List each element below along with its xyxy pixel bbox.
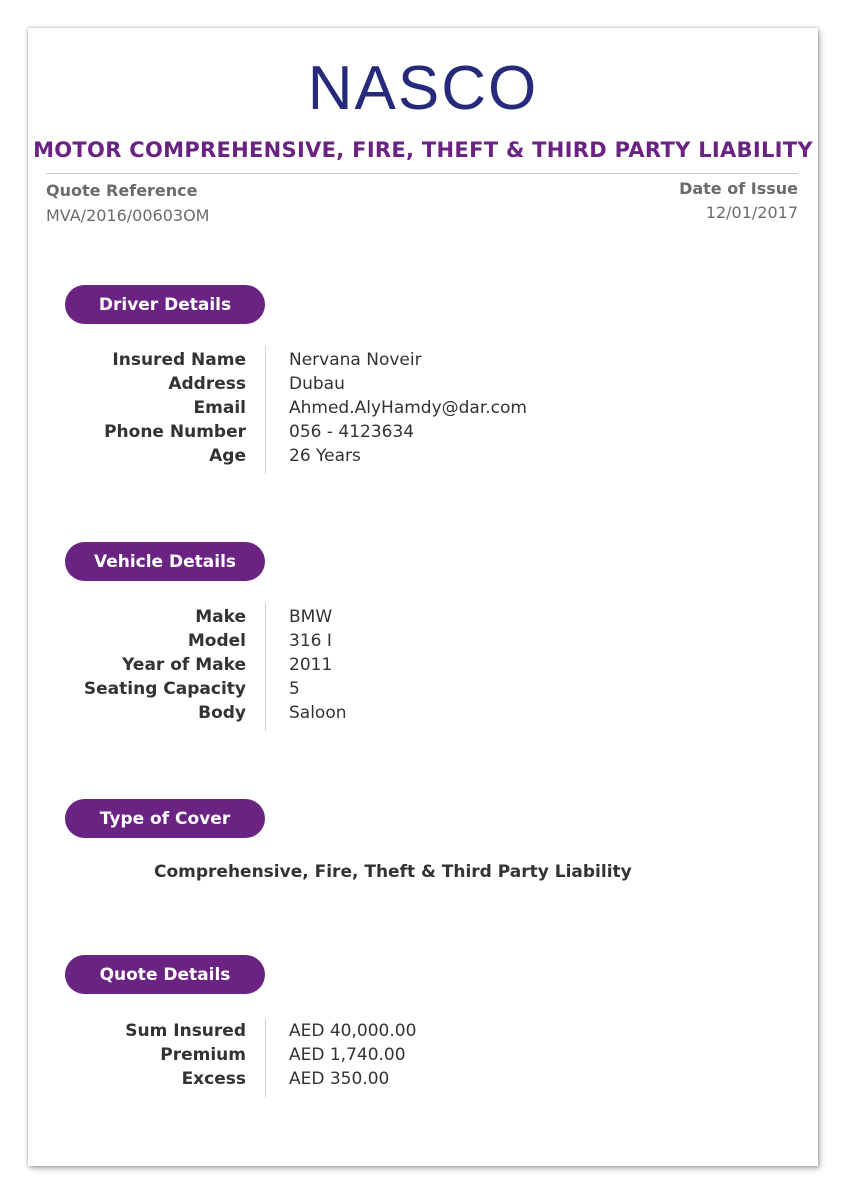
title-divider <box>46 173 798 174</box>
quote-row <box>28 1067 818 1091</box>
vehicle-row <box>28 677 818 701</box>
quote-document <box>28 28 818 1166</box>
document-title: MOTOR COMPREHENSIVE, FIRE, THEFT & THIRD PARTY LIABILITY <box>33 138 813 162</box>
vehicle-details <box>28 605 818 725</box>
section-heading-cover: Type of Cover <box>65 799 265 838</box>
date-of-issue-label: Date of Issue <box>679 179 798 198</box>
field-value: 056 - 4123634 <box>289 422 415 442</box>
field-label: Seating Capacity <box>83 679 246 699</box>
field-label: Email <box>193 398 246 418</box>
field-value: AED 40,000.00 <box>289 1021 417 1041</box>
date-of-issue-value: 12/01/2017 <box>705 203 798 222</box>
field-label: Excess <box>181 1069 246 1089</box>
field-value: Dubau <box>289 374 345 394</box>
field-value: Saloon <box>289 703 347 723</box>
field-value: Nervana Noveir <box>289 350 422 370</box>
field-label: Body <box>198 703 246 723</box>
quote-row <box>28 1019 818 1043</box>
field-label: Premium <box>160 1045 246 1065</box>
driver-row <box>28 396 818 420</box>
section-heading-quote: Quote Details <box>65 955 265 994</box>
field-label: Address <box>168 374 246 394</box>
driver-row <box>28 444 818 468</box>
quote-row <box>28 1043 818 1067</box>
quote-details <box>28 1019 818 1091</box>
section-heading-vehicle: Vehicle Details <box>65 542 265 581</box>
field-value: AED 1,740.00 <box>289 1045 406 1065</box>
vehicle-row <box>28 653 818 677</box>
field-label: Make <box>195 607 246 627</box>
field-value: 26 Years <box>289 446 361 466</box>
quote-reference-label: Quote Reference <box>46 181 198 200</box>
driver-row <box>28 372 818 396</box>
nasco-logo <box>28 54 818 123</box>
field-value: BMW <box>289 607 333 627</box>
quote-reference-value: MVA/2016/00603OM <box>46 206 210 225</box>
field-label: Year of Make <box>122 655 246 675</box>
field-value: 2011 <box>289 655 333 675</box>
field-label: Age <box>209 446 246 466</box>
field-value: 5 <box>289 679 300 699</box>
vehicle-row <box>28 605 818 629</box>
logo-wordmark: NASCO <box>307 54 539 123</box>
section-heading-driver: Driver Details <box>65 285 265 324</box>
cover-type-text: Comprehensive, Fire, Theft & Third Party Liability <box>154 862 632 882</box>
driver-details <box>28 348 818 468</box>
field-value: AED 350.00 <box>289 1069 390 1089</box>
driver-row <box>28 420 818 444</box>
field-label: Sum Insured <box>125 1021 246 1041</box>
field-label: Phone Number <box>104 422 246 442</box>
vehicle-row <box>28 629 818 653</box>
field-label: Insured Name <box>112 350 246 370</box>
driver-row <box>28 348 818 372</box>
vehicle-row <box>28 701 818 725</box>
field-label: Model <box>187 631 246 651</box>
field-value: Ahmed.AlyHamdy@dar.com <box>289 398 527 418</box>
field-value: 316 I <box>289 631 332 651</box>
